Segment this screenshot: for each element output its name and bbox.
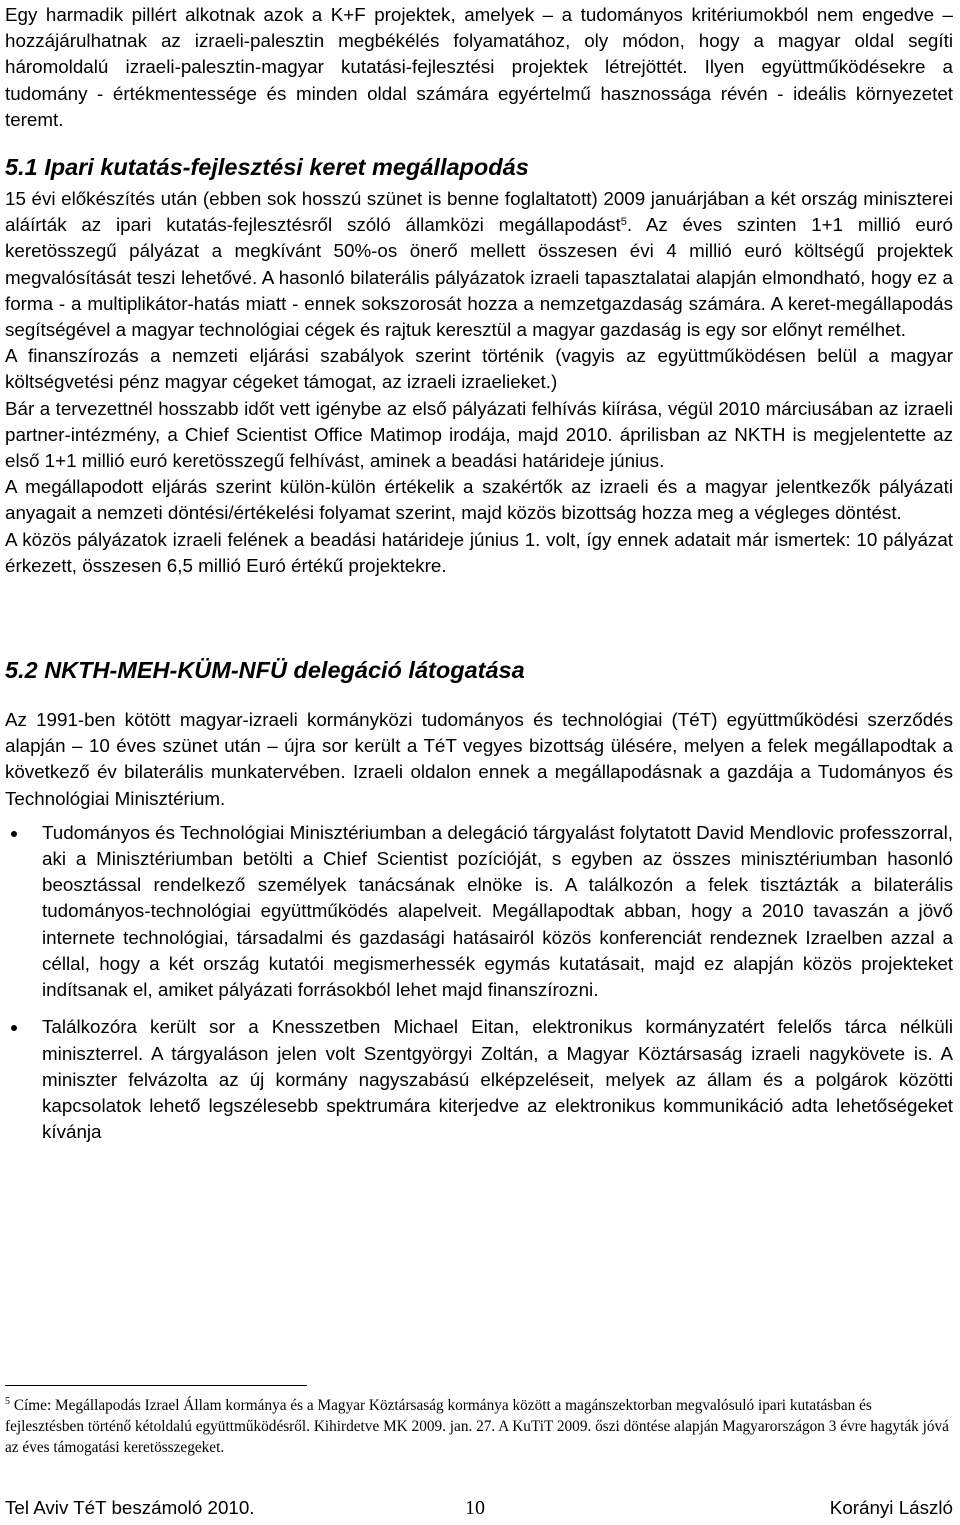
- section-5-1-paragraph-2: A finanszírozás a nemzeti eljárási szabályok szerint történik (vagyis az együttműködésen belül a magyar költségvetési pénz magyar cégeket támogat, az izraeli izraelieket.): [5, 345, 953, 393]
- footnote-text: Címe: Megállapodás Izrael Állam kormánya és a Magyar Köztársaság kormánya között a magánszektorban megvalósuló ipari kutatásban és fejlesztésben történő kétoldalú együttműködésről. Kihirdetve MK 2009. jan. 27. A KuTiT 2009. őszi döntése alapján Magyarországon 3 évre hagyták jóvá az éves támogatási keretösszegeket.: [5, 1397, 949, 1457]
- paragraph-text: 15 évi előkészítés után (ebben sok hosszú szünet is benne foglaltatott) 2009 januárjában a két ország miniszterei aláírták az ipari kutatás-fejlesztésről szóló államközi megállapodást: [5, 188, 953, 236]
- section-5-1-paragraph-5: A közös pályázatok izraeli felének a beadási határideje június 1. volt, így ennek adatait már ismertek: 10 pályázat érkezett, összesen 6,5 millió Euró értékű projektekre.: [5, 528, 953, 576]
- page-footer: [5, 1495, 953, 1521]
- bullet-list: [5, 820, 953, 1145]
- bullet-icon: [11, 1025, 17, 1031]
- bullet-icon: [11, 831, 17, 837]
- list-item: [5, 1014, 953, 1145]
- section-5-2-paragraph-1: Az 1991-ben kötött magyar-izraeli kormányközi tudományos és technológiai (TéT) együttműködési szerződés alapján – 10 éves szünet után – újra sor került a TéT vegyes bizottság ülésére, melyen a felek megállapodtak a következő év bilaterális munkatervében. Izraeli oldalon ennek a megállapodásnak a gazdája a Tudományos és Technológiai Minisztérium.: [5, 709, 953, 809]
- footer-title: Tel Aviv TéT beszámoló 2010.: [5, 1497, 255, 1518]
- list-item: [5, 820, 953, 1003]
- section-heading-5-2: 5.2 NKTH-MEH-KÜM-NFÜ delegáció látogatása: [5, 657, 525, 684]
- list-item-text: Találkozóra került sor a Knesszetben Michael Eitan, elektronikus kormányzatért felelős tárca nélküli miniszterrel. A tárgyaláson jelen volt Szentgyörgyi Zoltán, a Magyar Köztársaság izraeli nagykövete is. A miniszter felvázolta az új kormány nagyszabású elképzeléseit, melyek az állam és a polgárok közötti kapcsolatok lehető legszélesebb spektrumára kiterjedve az elektronikus kommunikáció adta lehetőségeket kívánja: [42, 1016, 953, 1143]
- section-5-1-paragraph-1: [5, 186, 953, 343]
- footnote-reference[interactable]: 5: [620, 216, 627, 229]
- footnote: [5, 1395, 953, 1459]
- intro-paragraph: Egy harmadik pillért alkotnak azok a K+F projektek, amelyek – a tudományos kritériumokból nem engedve – hozzájárulhatnak az izraeli-palesztin megbékélés folyamatához, oly módon, hogy a magyar oldal segíti háromoldalú izraeli-palesztin-magyar kutatási-fejlesztési projektek létrejöttét. Ilyen együttműködésekre a tudomány - értékmentessége és minden oldal számára egyértelmű hasznossága révén - ideális környezetet teremt.: [5, 4, 953, 130]
- footer-author: Korányi László: [829, 1497, 953, 1518]
- footnote-separator: [5, 1385, 307, 1386]
- section-5-1-paragraph-3: Bár a tervezettnél hosszabb időt vett igénybe az első pályázati felhívás kiírása, végül 2010 márciusában az izraeli partner-intézmény, a Chief Scientist Office Matimop irodája, majd 2010. áprilisban az NKTH is megjelentette az első 1+1 millió euró keretösszegű felhívást, aminek a beadási határideje június.: [5, 397, 953, 472]
- paragraph-text-continued: . Az éves szinten 1+1 millió euró keretösszegű pályázat a megkívánt 50%-os önerő mellett összesen évi 4 millió euró költségű projektek megvalósítását teszi lehetővé. A hasonló bilaterális pályázatok izraeli tapasztalatai alapján elmondható, hogy ez a forma - a multiplikátor-hatás miatt - ennek sokszorosát hozza a nemzetgazdaság számára. A keret-megállapodás segítségével a magyar technológiai cégek és rajtuk keresztül a magyar gazdaság is egy sor előnyt remélhet.: [5, 214, 953, 341]
- page-number: 10: [465, 1497, 485, 1519]
- section-heading-5-1: 5.1 Ipari kutatás-fejlesztési keret megállapodás: [5, 154, 529, 181]
- footnote-number: 5: [5, 1396, 10, 1407]
- list-item-text: Tudományos és Technológiai Minisztériumban a delegáció tárgyalást folytatott David Mendlovic professzorral, aki a Minisztériumban betölti a Chief Scientist pozícióját, s egyben az összes minisztériumban hasonló beosztással rendelkező személyek tanácsának elnöke is. A találkozón a felek tisztázták a bilaterális tudományos-technológiai együttműködés alapelveit. Megállapodtak abban, hogy a 2010 tavaszán a jövő internete technológiai, társadalmi és gazdasági hatásairól közös konferenciát rendeznek Izraelben azzal a céllal, hogy a két ország kutatói megismerhessék egymás kutatásait, majd ez alapján közös projekteket indítsanak el, amiket pályázati forrásokból lehet majd finanszírozni.: [42, 821, 953, 1001]
- section-5-1-paragraph-4: A megállapodott eljárás szerint külön-külön értékelik a szakértők az izraeli és a magyar jelentkezők pályázati anyagait a nemzeti döntési/értékelési folyamat szerint, majd közös bizottság hozza meg a végleges döntést.: [5, 476, 953, 524]
